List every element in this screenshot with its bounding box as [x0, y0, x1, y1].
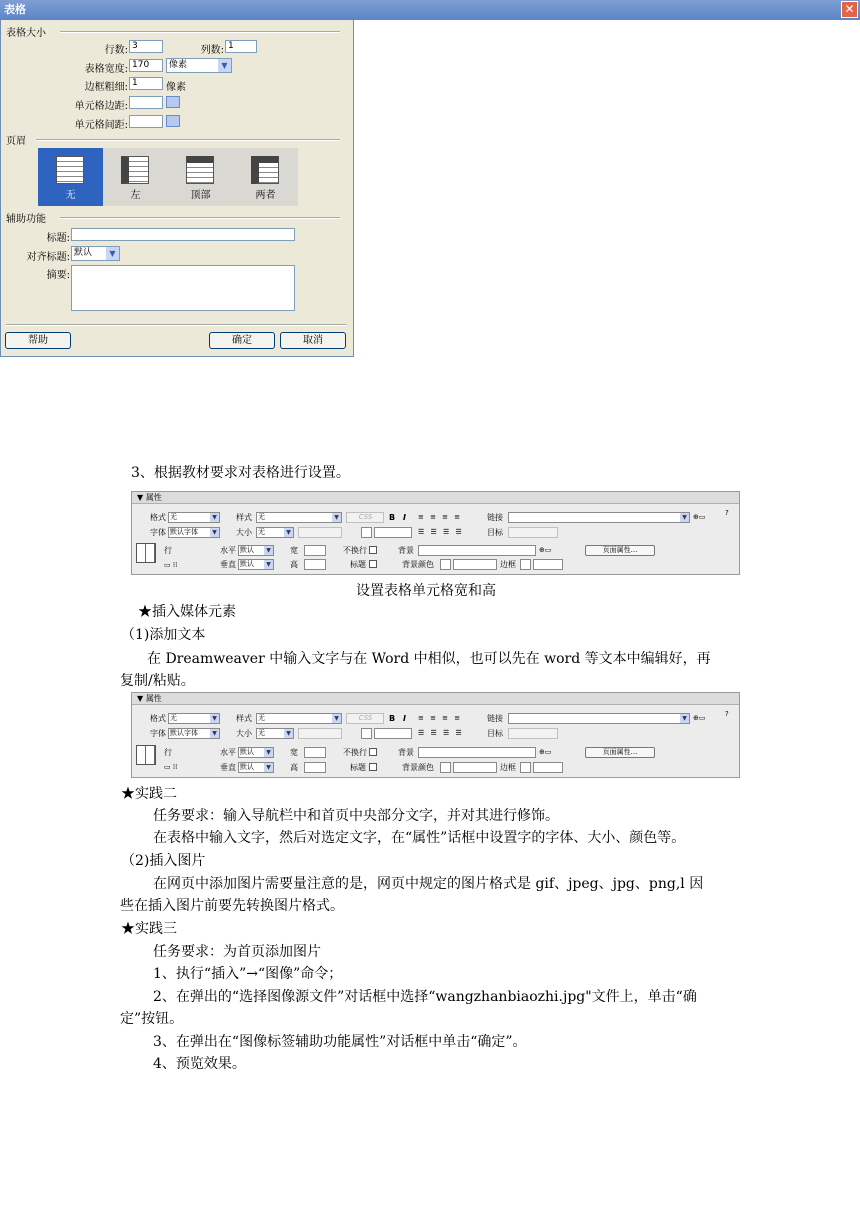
chevron-down-icon: ▼: [210, 729, 219, 738]
nowrap-checkbox[interactable]: [369, 546, 377, 554]
chevron-down-icon: ▼: [680, 714, 689, 723]
paragraph: 在网页中添加图片需要量注意的是，网页中规定的图片格式是 gif、jpeg、jpg、png,l 因: [153, 876, 704, 892]
properties-panel: [131, 692, 740, 778]
target-select[interactable]: [508, 728, 558, 739]
width-input[interactable]: 170: [129, 59, 163, 72]
horizontal-value: 默认: [240, 748, 254, 756]
header-option-none[interactable]: [38, 148, 103, 206]
width-label: 表格宽度:: [84, 64, 128, 75]
align-icons[interactable]: ≡ ≡ ≡ ≡: [418, 513, 463, 521]
figure-caption: 设置表格单元格宽和高: [356, 583, 496, 599]
spacing-label: 单元格间距:: [74, 120, 128, 131]
format-label: 格式: [150, 714, 166, 723]
rows-input[interactable]: 3: [129, 40, 163, 53]
row-label: 行: [164, 748, 172, 757]
step-2-cont: 定”按钮。: [120, 1011, 184, 1027]
header-option-top[interactable]: [168, 148, 233, 206]
width-unit-select[interactable]: [166, 58, 232, 73]
color-swatch[interactable]: [361, 527, 372, 538]
color-input[interactable]: [374, 527, 412, 538]
border-label: 边框粗细:: [84, 82, 128, 93]
width-input[interactable]: [304, 545, 326, 556]
table-dialog: 表格 ✕ 表格大小 行数: 3 列数: 1 表格宽度: 170 像素 ▼ 边框粗细: 1 像素 单元格边距: 单元格间距: 页眉 无 左 顶部 两者 辅助功能 标题: 对齐标题: 默认 ▼ 摘要: 帮助 确定 取消: [0, 0, 354, 357]
cols-input[interactable]: 1: [225, 40, 257, 53]
align-caption-label: 对齐标题:: [26, 252, 70, 263]
header-option-both[interactable]: [233, 148, 298, 206]
heading-practice-2: ★实践二: [121, 786, 177, 802]
paragraph: 复制/粘贴。: [120, 673, 195, 689]
paragraph: 些在插入图片前要先转换图片格式。: [120, 898, 344, 914]
padding-label: 单元格边距:: [74, 101, 128, 112]
italic-button[interactable]: I: [403, 513, 406, 522]
format-select[interactable]: [168, 512, 220, 523]
nowrap-label: 不换行: [343, 748, 367, 757]
section-accessibility: 辅助功能: [6, 214, 46, 225]
color-swatch[interactable]: [361, 728, 372, 739]
link-label: 链接: [487, 714, 503, 723]
cell-icon: [136, 543, 156, 563]
step-4: 4、预览效果。: [153, 1056, 246, 1072]
vertical-select[interactable]: [238, 559, 274, 570]
divider: [6, 324, 346, 326]
font-label: 字体: [150, 528, 166, 537]
table-grid-icon: [56, 156, 84, 184]
bgcolor-label: 背景颜色: [402, 560, 434, 569]
border-color-label: 边框: [500, 560, 516, 569]
heading-practice-3: ★实践三: [121, 921, 177, 937]
table-grid-icon: [251, 156, 279, 184]
header-option-left[interactable]: [103, 148, 168, 206]
border-color-input[interactable]: [533, 559, 563, 570]
header-label: 标题: [350, 560, 366, 569]
ok-button[interactable]: 确定: [209, 332, 275, 349]
chevron-down-icon: ▼: [284, 729, 293, 738]
color-input[interactable]: [374, 728, 412, 739]
padding-input[interactable]: [129, 96, 163, 109]
divider: [36, 139, 340, 141]
step-2: 2、在弹出的“选择图像源文件”对话框中选择“wangzhanbiaozhi.jpg"文件上，单击“确: [153, 989, 697, 1005]
cell-icon: [136, 745, 156, 765]
size-select[interactable]: [256, 527, 294, 538]
merge-split-icons[interactable]: ▭ ⁞⁞: [164, 763, 178, 771]
height-input[interactable]: [304, 559, 326, 570]
table-grid-icon: [186, 156, 214, 184]
help-button[interactable]: 帮助: [5, 332, 71, 349]
cell-padding-icon: [166, 96, 180, 108]
height-label: 高: [290, 560, 298, 569]
horizontal-select[interactable]: [238, 545, 274, 556]
merge-split-icons[interactable]: ▭ ⁞⁞: [164, 561, 178, 569]
chevron-down-icon: ▼: [264, 763, 273, 772]
list-icons[interactable]: ☰ ☰ ☰ ☰: [418, 528, 464, 536]
row-label: 行: [164, 546, 172, 555]
folder-icon[interactable]: ⊕▭: [539, 546, 552, 554]
chevron-down-icon: ▼: [332, 714, 341, 723]
chevron-down-icon: ▼: [218, 59, 231, 72]
size-label: 大小: [236, 528, 252, 537]
size-select[interactable]: [256, 728, 294, 739]
cell-spacing-icon: [166, 115, 180, 127]
step-3: 3、在弹出在“图像标签辅助功能属性”对话框中单击“确定”。: [153, 1034, 527, 1050]
format-value: 无: [170, 513, 177, 521]
format-select[interactable]: [168, 713, 220, 724]
font-select[interactable]: [168, 728, 220, 739]
bgcolor-input[interactable]: [453, 762, 497, 773]
heading-insert-image: （2)插入图片: [121, 853, 206, 869]
size-label: 大小: [236, 729, 252, 738]
folder-icon[interactable]: ⊕▭: [693, 714, 706, 722]
heading-add-text: （1)添加文本: [121, 627, 206, 643]
summary-textarea[interactable]: [71, 265, 295, 311]
dialog-title: 表格: [0, 0, 354, 20]
target-label: 目标: [487, 528, 503, 537]
help-icon[interactable]: ?: [725, 710, 729, 718]
border-unit: 像素: [166, 82, 186, 93]
chevron-down-icon: ▼: [332, 513, 341, 522]
align-caption-value: 默认: [74, 248, 93, 258]
horizontal-label: 水平: [220, 546, 236, 555]
chevron-down-icon: ▼: [210, 714, 219, 723]
bold-button[interactable]: B: [389, 513, 396, 522]
height-input[interactable]: [304, 762, 326, 773]
link-input[interactable]: [508, 512, 690, 523]
spacing-input[interactable]: [129, 115, 163, 128]
border-input[interactable]: 1: [129, 77, 163, 90]
paragraph: 在表格中输入文字，然后对选定文字，在“属性”话框中设置字的字体、大小、颜色等。: [153, 830, 686, 846]
summary-label: 摘要:: [46, 270, 70, 281]
width-label: 宽: [290, 748, 298, 757]
page-properties-button[interactable]: 页面属性...: [585, 747, 655, 758]
properties-panel: [131, 491, 740, 575]
link-input[interactable]: [508, 713, 690, 724]
width-label: 宽: [290, 546, 298, 555]
header-option-label: 无: [65, 190, 76, 201]
target-select[interactable]: [508, 527, 558, 538]
vertical-label: 垂直: [220, 560, 236, 569]
background-input[interactable]: [418, 747, 536, 758]
format-label: 格式: [150, 513, 166, 522]
bold-button[interactable]: B: [389, 714, 396, 723]
header-checkbox[interactable]: [369, 763, 377, 771]
heading-media: ★插入媒体元素: [138, 604, 236, 620]
header-option-label: 两者: [255, 190, 276, 201]
border-color-swatch[interactable]: [520, 762, 531, 773]
panel-title: ▼ 属性: [132, 693, 739, 705]
folder-icon[interactable]: ⊕▭: [693, 513, 706, 521]
horizontal-label: 水平: [220, 748, 236, 757]
caption-label: 标题:: [46, 233, 70, 244]
chevron-down-icon: ▼: [210, 513, 219, 522]
bgcolor-swatch[interactable]: [440, 559, 451, 570]
page-properties-button[interactable]: 页面属性...: [585, 545, 655, 556]
header-label: 标题: [350, 763, 366, 772]
header-option-label: 左: [130, 190, 141, 201]
style-select[interactable]: [256, 512, 342, 523]
header-checkbox[interactable]: [369, 560, 377, 568]
size-value: 无: [258, 729, 265, 737]
list-icons[interactable]: ☰ ☰ ☰ ☰: [418, 729, 464, 737]
chevron-down-icon: ▼: [264, 748, 273, 757]
font-value: 默认字体: [170, 528, 198, 536]
help-icon[interactable]: ?: [725, 509, 729, 517]
background-label: 背景: [398, 546, 414, 555]
caption-table-setup: 3、根据教材要求对表格进行设置。: [131, 465, 350, 481]
nowrap-label: 不换行: [343, 546, 367, 555]
cols-label: 列数:: [200, 45, 224, 56]
bgcolor-input[interactable]: [453, 559, 497, 570]
border-color-input[interactable]: [533, 762, 563, 773]
chevron-down-icon: ▼: [680, 513, 689, 522]
divider: [60, 217, 340, 219]
caption-input[interactable]: [71, 228, 295, 241]
chevron-down-icon: ▼: [264, 546, 273, 555]
align-caption-select[interactable]: [71, 246, 120, 261]
style-label: 样式: [236, 714, 252, 723]
style-value: 无: [258, 714, 265, 722]
bgcolor-swatch[interactable]: [440, 762, 451, 773]
folder-icon[interactable]: ⊕▭: [539, 748, 552, 756]
style-value: 无: [258, 513, 265, 521]
chevron-down-icon: ▼: [264, 560, 273, 569]
border-color-label: 边框: [500, 763, 516, 772]
table-grid-icon: [121, 156, 149, 184]
font-select[interactable]: [168, 527, 220, 538]
cancel-button[interactable]: 取消: [280, 332, 346, 349]
size-unit-select[interactable]: [298, 527, 342, 538]
font-value: 默认字体: [170, 729, 198, 737]
target-label: 目标: [487, 729, 503, 738]
paragraph: 在 Dreamweaver 中输入文字与在 Word 中相似，也可以先在 word 等文本中编辑好，再: [147, 651, 711, 667]
style-select[interactable]: [256, 713, 342, 724]
background-label: 背景: [398, 748, 414, 757]
format-value: 无: [170, 714, 177, 722]
step-1: 1、执行“插入”→“图像”命令；: [153, 966, 343, 982]
background-input[interactable]: [418, 545, 536, 556]
header-option-label: 顶部: [190, 190, 211, 201]
vertical-select[interactable]: [238, 762, 274, 773]
paragraph: 任务要求：输入导航栏中和首页中央部分文字，并对其进行修饰。: [153, 808, 559, 824]
section-table-size: 表格大小: [6, 28, 46, 39]
border-color-swatch[interactable]: [520, 559, 531, 570]
style-label: 样式: [236, 513, 252, 522]
horizontal-select[interactable]: [238, 747, 274, 758]
chevron-down-icon: ▼: [106, 247, 119, 260]
font-label: 字体: [150, 729, 166, 738]
chevron-down-icon: ▼: [284, 528, 293, 537]
divider: [60, 31, 340, 33]
nowrap-checkbox[interactable]: [369, 748, 377, 756]
vertical-label: 垂直: [220, 763, 236, 772]
width-input[interactable]: [304, 747, 326, 758]
width-unit-value: 像素: [169, 60, 188, 70]
rows-label: 行数:: [104, 45, 128, 56]
css-button[interactable]: CSS: [346, 512, 384, 523]
horizontal-value: 默认: [240, 546, 254, 554]
header-options: [38, 148, 298, 206]
size-unit-select[interactable]: [298, 728, 342, 739]
link-label: 链接: [487, 513, 503, 522]
align-icons[interactable]: ≡ ≡ ≡ ≡: [418, 714, 463, 722]
css-button[interactable]: CSS: [346, 713, 384, 724]
chevron-down-icon: ▼: [210, 528, 219, 537]
paragraph: 任务要求：为首页添加图片: [153, 944, 321, 960]
vertical-value: 默认: [240, 763, 254, 771]
panel-title: ▼ 属性: [132, 492, 739, 504]
height-label: 高: [290, 763, 298, 772]
size-value: 无: [258, 528, 265, 536]
section-header: 页眉: [6, 136, 26, 147]
bgcolor-label: 背景颜色: [402, 763, 434, 772]
italic-button[interactable]: I: [403, 714, 406, 723]
vertical-value: 默认: [240, 560, 254, 568]
